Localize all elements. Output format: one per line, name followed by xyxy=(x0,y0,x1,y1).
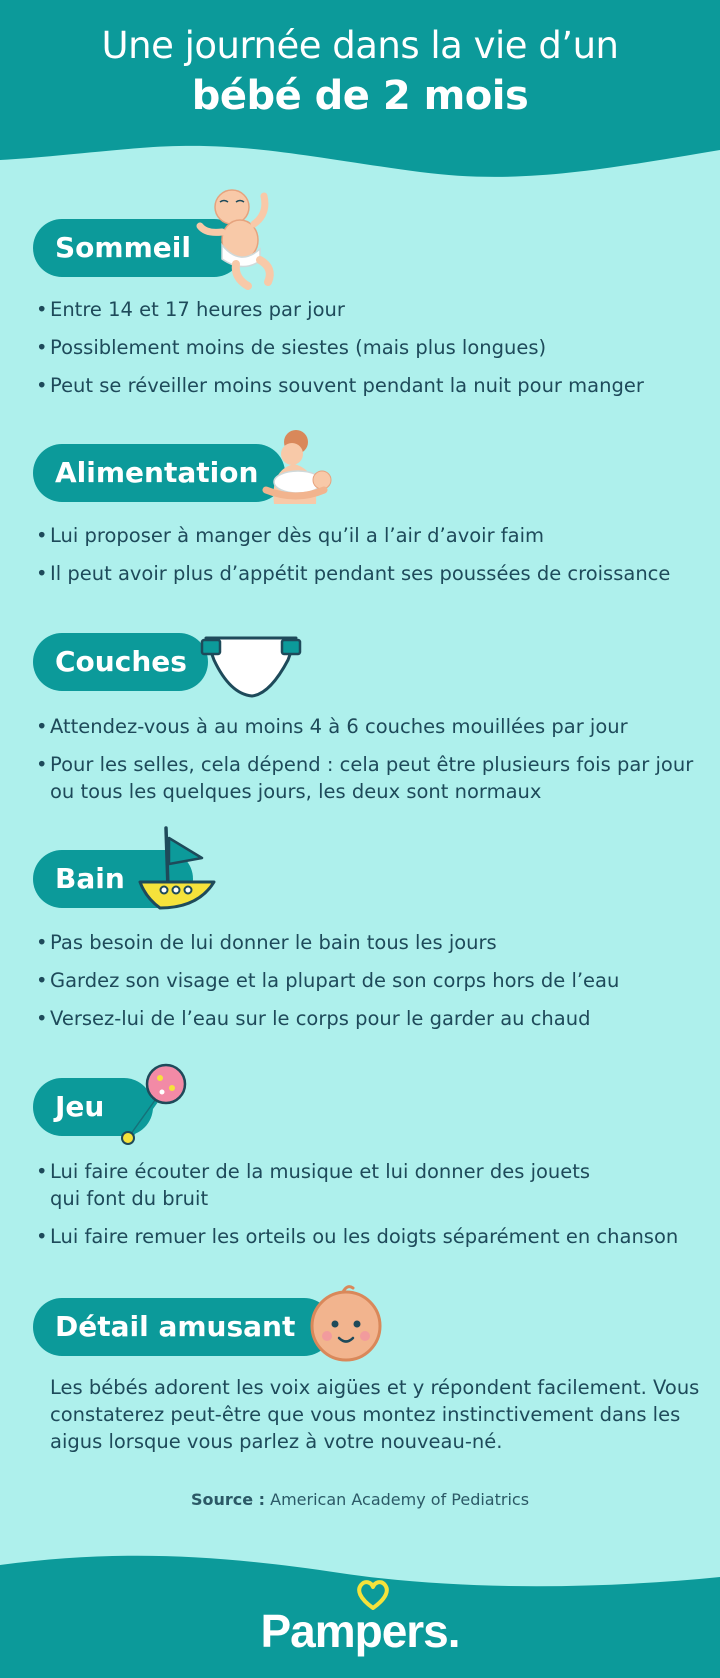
title-line-2: bébé de 2 mois xyxy=(191,73,529,119)
list-item: • Lui proposer à manger dès qu’il a l’air d’avoir faim xyxy=(36,522,696,549)
couches-list xyxy=(36,713,696,816)
list-item: • Pour les selles, cela dépend : cela peut être plusieurs fois par jour ou tous les quelques jours, les deux sont normaux xyxy=(36,751,696,805)
section-title-bain: Bain xyxy=(33,850,193,908)
baby-face-icon xyxy=(305,1282,387,1364)
list-item: • Versez-lui de l’eau sur le corps pour le garder au chaud xyxy=(36,1005,696,1032)
section-title-jeu: Jeu xyxy=(33,1078,153,1136)
fun-fact-text: Les bébés adorent les voix aigües et y répondent facilement. Vous constaterez peut-être que vous montez instinctivement dans les aigus lorsque vous parlez à votre nouveau-né. xyxy=(50,1376,700,1453)
rattle-icon xyxy=(118,1062,192,1146)
section-title-detail-amusant: Détail amusant xyxy=(33,1298,333,1356)
bain-list xyxy=(36,929,696,1043)
list-item: • Lui faire écouter de la musique et lui donner des jouets qui font du bruit xyxy=(36,1158,686,1212)
breastfeeding-icon xyxy=(262,424,342,506)
source-line xyxy=(0,1490,720,1509)
jeu-list xyxy=(36,1158,686,1261)
list-item: • Pas besoin de lui donner le bain tous les jours xyxy=(36,929,696,956)
list-item: • Peut se réveiller moins souvent pendant la nuit pour manger xyxy=(36,372,696,399)
list-item: • Attendez-vous à au moins 4 à 6 couches mouillées par jour xyxy=(36,713,696,740)
list-item: • Lui faire remuer les orteils ou les doigts séparément en chanson xyxy=(36,1223,686,1250)
pampers-logo: Pampers. xyxy=(260,1605,460,1657)
section-title-alimentation: Alimentation xyxy=(33,444,285,502)
source-label: Source : xyxy=(190,1490,266,1509)
section-title-sommeil: Sommeil xyxy=(33,219,243,277)
list-item: • Entre 14 et 17 heures par jour xyxy=(36,296,696,323)
list-item: • Il peut avoir plus d’appétit pendant ses poussées de croissance xyxy=(36,560,696,587)
page-title xyxy=(0,22,720,122)
list-item: • Gardez son visage et la plupart de son corps hors de l’eau xyxy=(36,967,696,994)
section-title-couches: Couches xyxy=(33,633,208,691)
source-value: American Academy of Pediatrics xyxy=(270,1490,530,1509)
sleeping-baby-icon xyxy=(192,182,292,292)
list-item: • Possiblement moins de siestes (mais plus longues) xyxy=(36,334,696,361)
toy-boat-icon xyxy=(138,824,218,914)
diaper-icon xyxy=(200,630,302,700)
sommeil-list xyxy=(36,296,696,410)
alimentation-list xyxy=(36,522,696,598)
title-line-1: Une journée dans la vie d’un xyxy=(101,24,619,67)
